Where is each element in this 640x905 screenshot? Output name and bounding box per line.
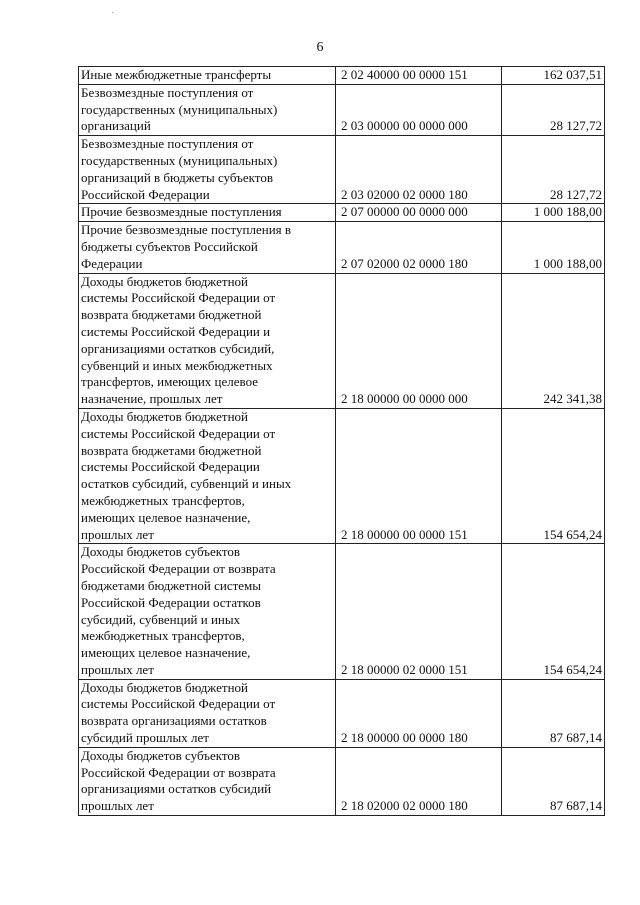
revenue-name-line: Российской Федерации от возврата bbox=[81, 561, 276, 577]
revenue-name-cell bbox=[79, 204, 336, 222]
revenue-name-line: Российской Федерации bbox=[81, 186, 210, 202]
revenue-name-line: Доходы бюджетов бюджетной bbox=[81, 679, 248, 695]
revenue-name-line: возврата бюджетами бюджетной bbox=[81, 307, 262, 323]
budget-classification-code: 2 18 00000 00 0000 000 bbox=[336, 273, 502, 408]
budget-classification-code: 2 18 00000 02 0000 151 bbox=[336, 544, 502, 679]
revenue-name-line: организаций в бюджеты субъектов bbox=[81, 169, 273, 185]
revenue-name-line: Иные межбюджетные трансферты bbox=[81, 67, 272, 82]
table-row bbox=[79, 67, 605, 85]
revenue-name-line: государственных (муниципальных) bbox=[81, 152, 278, 168]
amount-cell: 28 127,72 bbox=[502, 136, 605, 204]
scan-speck bbox=[112, 12, 113, 13]
revenue-name-line: государственных (муниципальных) bbox=[81, 101, 278, 117]
amount-cell: 1 000 188,00 bbox=[502, 222, 605, 273]
amount-cell: 87 687,14 bbox=[502, 679, 605, 747]
budget-classification-code: 2 18 00000 00 0000 180 bbox=[336, 679, 502, 747]
revenue-name-line: межбюджетных трансфертов, bbox=[81, 628, 245, 644]
revenue-name-line: возврата организациями остатков bbox=[81, 713, 267, 729]
revenue-name-cell bbox=[79, 679, 336, 747]
revenue-name-line: назначение, прошлых лет bbox=[81, 391, 223, 407]
revenue-name-cell bbox=[79, 544, 336, 679]
table-row bbox=[79, 679, 605, 747]
amount-cell: 154 654,24 bbox=[502, 408, 605, 543]
revenue-name-cell bbox=[79, 84, 336, 135]
revenue-name-line: Безвозмездные поступления от bbox=[81, 136, 254, 152]
revenue-name-cell bbox=[79, 408, 336, 543]
table-row bbox=[79, 273, 605, 408]
revenue-name-line: Федерации bbox=[81, 255, 143, 271]
table-row bbox=[79, 222, 605, 273]
revenue-name-cell bbox=[79, 67, 336, 85]
table-row bbox=[79, 204, 605, 222]
revenue-name-line: остатков субсидий, субвенций и иных bbox=[81, 476, 292, 492]
amount-cell: 162 037,51 bbox=[502, 67, 605, 85]
budget-classification-code: 2 18 02000 02 0000 180 bbox=[336, 747, 502, 815]
budget-classification-code: 2 03 02000 02 0000 180 bbox=[336, 136, 502, 204]
revenue-name-line: системы Российской Федерации и bbox=[81, 323, 271, 339]
table-row bbox=[79, 544, 605, 679]
revenue-name-line: Доходы бюджетов субъектов bbox=[81, 747, 241, 763]
revenue-name-line: Прочие безвозмездные поступления bbox=[81, 204, 282, 220]
revenue-name-line: Доходы бюджетов субъектов bbox=[81, 544, 241, 560]
budget-classification-code: 2 03 00000 00 0000 000 bbox=[336, 84, 502, 135]
revenue-name-cell bbox=[79, 136, 336, 204]
revenue-name-line: трансфертов, имеющих целевое bbox=[81, 374, 259, 390]
revenue-name-line: межбюджетных трансфертов, bbox=[81, 492, 245, 508]
revenue-name-line: имеющих целевое назначение, bbox=[81, 509, 251, 525]
revenue-name-cell bbox=[79, 747, 336, 815]
revenue-name-line: Безвозмездные поступления от bbox=[81, 84, 254, 100]
table-row bbox=[79, 136, 605, 204]
revenue-name-line: субвенций и иных межбюджетных bbox=[81, 357, 273, 373]
budget-revenue-table bbox=[78, 66, 605, 816]
revenue-name-line: субсидий прошлых лет bbox=[81, 730, 209, 746]
budget-classification-code: 2 07 00000 00 0000 000 bbox=[336, 204, 502, 222]
amount-cell: 28 127,72 bbox=[502, 84, 605, 135]
revenue-name-line: системы Российской Федерации bbox=[81, 459, 260, 475]
revenue-name-line: организациями остатков субсидий, bbox=[81, 340, 275, 356]
revenue-name-line: прошлых лет bbox=[81, 526, 154, 542]
revenue-name-line: Доходы бюджетов бюджетной bbox=[81, 408, 248, 424]
revenue-name-line: организациями остатков субсидий bbox=[81, 781, 272, 797]
table-row bbox=[79, 408, 605, 543]
amount-cell: 87 687,14 bbox=[502, 747, 605, 815]
budget-classification-code: 2 18 00000 00 0000 151 bbox=[336, 408, 502, 543]
revenue-name-line: Российской Федерации остатков bbox=[81, 594, 261, 610]
budget-classification-code: 2 07 02000 02 0000 180 bbox=[336, 222, 502, 273]
revenue-name-line: системы Российской Федерации от bbox=[81, 425, 276, 441]
revenue-name-line: субсидий, субвенций и иных bbox=[81, 611, 241, 627]
revenue-name-line: Прочие безвозмездные поступления в bbox=[81, 222, 292, 238]
revenue-name-line: Российской Федерации от возврата bbox=[81, 764, 276, 780]
revenue-name-line: бюджеты субъектов Российской bbox=[81, 238, 258, 254]
revenue-name-line: организаций bbox=[81, 118, 151, 134]
revenue-name-line: системы Российской Федерации от bbox=[81, 290, 276, 306]
revenue-name-line: прошлых лет bbox=[81, 661, 154, 677]
revenue-name-line: прошлых лет bbox=[81, 798, 154, 814]
revenue-name-cell bbox=[79, 273, 336, 408]
amount-cell: 1 000 188,00 bbox=[502, 204, 605, 222]
revenue-name-line: возврата бюджетами бюджетной bbox=[81, 442, 262, 458]
table-row bbox=[79, 84, 605, 135]
revenue-name-line: Доходы бюджетов бюджетной bbox=[81, 273, 248, 289]
page-number: 6 bbox=[316, 40, 324, 55]
revenue-name-line: бюджетами бюджетной системы bbox=[81, 577, 262, 593]
revenue-name-line: системы Российской Федерации от bbox=[81, 696, 276, 712]
revenue-name-cell bbox=[79, 222, 336, 273]
budget-classification-code: 2 02 40000 00 0000 151 bbox=[336, 67, 502, 85]
table-row bbox=[79, 747, 605, 815]
amount-cell: 242 341,38 bbox=[502, 273, 605, 408]
revenue-name-line: имеющих целевое назначение, bbox=[81, 645, 251, 661]
amount-cell: 154 654,24 bbox=[502, 544, 605, 679]
table-body bbox=[79, 67, 605, 816]
